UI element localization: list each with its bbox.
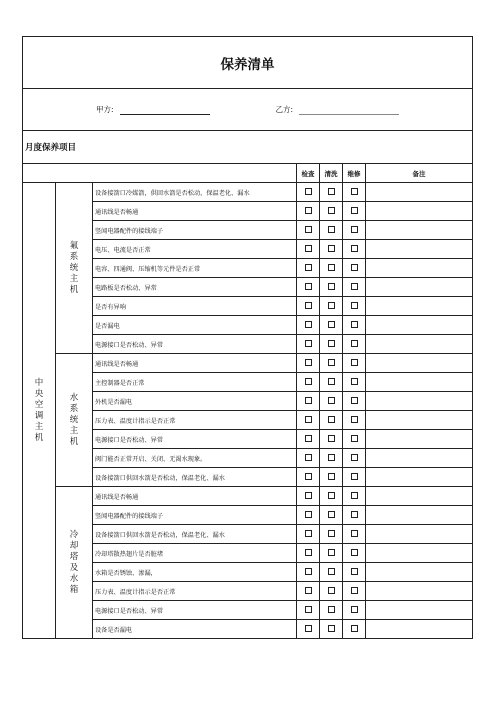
repair-checkbox[interactable] <box>351 492 358 499</box>
remark-cell[interactable] <box>366 221 473 240</box>
item-text: 竖闻电器配件的接线端子 <box>93 221 297 240</box>
clean-cell <box>320 544 343 563</box>
page-title: 保养清单 <box>23 37 473 89</box>
repair-checkbox[interactable] <box>351 188 358 195</box>
check-cell <box>297 183 320 202</box>
header-blank <box>23 164 297 183</box>
repair-checkbox[interactable] <box>351 340 358 347</box>
check-checkbox[interactable] <box>305 454 312 461</box>
repair-checkbox[interactable] <box>351 321 358 328</box>
remark-cell[interactable] <box>366 468 473 487</box>
repair-cell <box>343 430 366 449</box>
check-checkbox[interactable] <box>305 283 312 290</box>
clean-cell <box>320 297 343 316</box>
repair-checkbox[interactable] <box>351 264 358 271</box>
header-clean: 清洗 <box>320 164 343 183</box>
check-cell <box>297 392 320 411</box>
repair-cell <box>343 297 366 316</box>
check-cell <box>297 620 320 639</box>
check-checkbox[interactable] <box>305 435 312 442</box>
check-cell <box>297 430 320 449</box>
check-checkbox[interactable] <box>305 397 312 404</box>
check-cell <box>297 468 320 487</box>
check-cell <box>297 202 320 221</box>
clean-checkbox[interactable] <box>328 606 335 613</box>
item-text: 通讯线是否畅通 <box>93 202 297 221</box>
header-remark: 备注 <box>366 164 473 183</box>
clean-cell <box>320 278 343 297</box>
item-text: 通讯线是否畅通 <box>93 487 297 506</box>
repair-cell <box>343 468 366 487</box>
clean-cell <box>320 411 343 430</box>
remark-cell[interactable] <box>366 259 473 278</box>
check-checkbox[interactable] <box>305 549 312 556</box>
clean-checkbox[interactable] <box>328 454 335 461</box>
clean-checkbox[interactable] <box>328 416 335 423</box>
check-checkbox[interactable] <box>305 378 312 385</box>
item-text: 电源接口是否松动、异常 <box>93 601 297 620</box>
remark-cell[interactable] <box>366 316 473 335</box>
clean-cell <box>320 487 343 506</box>
check-checkbox[interactable] <box>305 416 312 423</box>
item-text: 通讯线是否畅通 <box>93 354 297 373</box>
remark-cell[interactable] <box>366 297 473 316</box>
check-checkbox[interactable] <box>305 606 312 613</box>
check-checkbox[interactable] <box>305 359 312 366</box>
remark-cell[interactable] <box>366 411 473 430</box>
check-cell <box>297 335 320 354</box>
maintenance-sheet <box>22 36 472 639</box>
clean-checkbox[interactable] <box>328 397 335 404</box>
repair-checkbox[interactable] <box>351 397 358 404</box>
clean-cell <box>320 563 343 582</box>
repair-checkbox[interactable] <box>351 606 358 613</box>
item-text: 竖闻电器配件的接线端子 <box>93 506 297 525</box>
repair-checkbox[interactable] <box>351 283 358 290</box>
repair-checkbox[interactable] <box>351 435 358 442</box>
item-text: 设备接箭口供回水箭是否松动，保温老化、漏水 <box>93 468 297 487</box>
clean-cell <box>320 430 343 449</box>
repair-cell <box>343 487 366 506</box>
check-checkbox[interactable] <box>305 264 312 271</box>
item-text: 压力表、温度计指示是否正常 <box>93 582 297 601</box>
check-checkbox[interactable] <box>305 302 312 309</box>
clean-checkbox[interactable] <box>328 283 335 290</box>
repair-checkbox[interactable] <box>351 302 358 309</box>
item-text: 是否漏电 <box>93 316 297 335</box>
item-text: 主控制器是否正常 <box>93 373 297 392</box>
check-checkbox[interactable] <box>305 321 312 328</box>
check-checkbox[interactable] <box>305 625 312 632</box>
clean-checkbox[interactable] <box>328 625 335 632</box>
item-text: 外机是否漏电 <box>93 392 297 411</box>
remark-cell[interactable] <box>366 449 473 468</box>
remark-cell[interactable] <box>366 563 473 582</box>
table-row <box>23 487 473 506</box>
system-name: 中 央 空 调 主 机 <box>23 183 56 639</box>
clean-checkbox[interactable] <box>328 226 335 233</box>
header-repair: 维修 <box>343 164 366 183</box>
party-row <box>23 89 473 131</box>
party-b-field[interactable] <box>299 105 399 115</box>
remark-cell[interactable] <box>366 506 473 525</box>
check-checkbox[interactable] <box>305 207 312 214</box>
group-name: 水 系 统 主 机 <box>56 354 93 487</box>
repair-cell <box>343 620 366 639</box>
repair-cell <box>343 411 366 430</box>
repair-cell <box>343 278 366 297</box>
remark-cell[interactable] <box>366 582 473 601</box>
check-checkbox[interactable] <box>305 245 312 252</box>
item-text: 设备是否漏电 <box>93 620 297 639</box>
clean-cell <box>320 582 343 601</box>
clean-checkbox[interactable] <box>328 549 335 556</box>
repair-cell <box>343 240 366 259</box>
repair-checkbox[interactable] <box>351 226 358 233</box>
repair-checkbox[interactable] <box>351 378 358 385</box>
remark-cell[interactable] <box>366 392 473 411</box>
check-cell <box>297 411 320 430</box>
section-title: 月度保养项目 <box>23 131 473 164</box>
remark-cell[interactable] <box>366 544 473 563</box>
repair-cell <box>343 202 366 221</box>
header-check: 检查 <box>297 164 320 183</box>
table-row <box>23 183 473 202</box>
clean-checkbox[interactable] <box>328 264 335 271</box>
check-cell <box>297 221 320 240</box>
check-cell <box>297 240 320 259</box>
check-cell <box>297 449 320 468</box>
repair-cell <box>343 335 366 354</box>
maintenance-table <box>22 36 473 639</box>
clean-checkbox[interactable] <box>328 302 335 309</box>
check-cell <box>297 373 320 392</box>
repair-checkbox[interactable] <box>351 625 358 632</box>
check-cell <box>297 297 320 316</box>
check-cell <box>297 601 320 620</box>
repair-checkbox[interactable] <box>351 568 358 575</box>
clean-cell <box>320 335 343 354</box>
remark-cell[interactable] <box>366 278 473 297</box>
clean-cell <box>320 316 343 335</box>
repair-cell <box>343 563 366 582</box>
repair-checkbox[interactable] <box>351 245 358 252</box>
clean-checkbox[interactable] <box>328 207 335 214</box>
clean-checkbox[interactable] <box>328 587 335 594</box>
check-cell <box>297 582 320 601</box>
clean-cell <box>320 240 343 259</box>
repair-cell <box>343 582 366 601</box>
repair-checkbox[interactable] <box>351 454 358 461</box>
repair-cell <box>343 316 366 335</box>
party-b-label: 乙方: <box>275 105 294 114</box>
clean-checkbox[interactable] <box>328 321 335 328</box>
item-text: 阀门能否正常开启、关闭、无渴水现象。 <box>93 449 297 468</box>
clean-checkbox[interactable] <box>328 188 335 195</box>
repair-cell <box>343 259 366 278</box>
check-cell <box>297 506 320 525</box>
check-cell <box>297 259 320 278</box>
clean-checkbox[interactable] <box>328 473 335 480</box>
clean-cell <box>320 506 343 525</box>
repair-cell <box>343 183 366 202</box>
item-text: 电路板是否松动、异常 <box>93 278 297 297</box>
check-checkbox[interactable] <box>305 492 312 499</box>
remark-cell[interactable] <box>366 335 473 354</box>
clean-checkbox[interactable] <box>328 492 335 499</box>
repair-checkbox[interactable] <box>351 549 358 556</box>
group-name: 氟 系 统 主 机 <box>56 183 93 354</box>
clean-cell <box>320 221 343 240</box>
party-a-label: 甲方: <box>96 105 114 114</box>
check-checkbox[interactable] <box>305 587 312 594</box>
repair-checkbox[interactable] <box>351 416 358 423</box>
check-cell <box>297 316 320 335</box>
item-text: 电源接口是否松动、异常 <box>93 430 297 449</box>
repair-checkbox[interactable] <box>351 511 358 518</box>
remark-cell[interactable] <box>366 240 473 259</box>
check-cell <box>297 487 320 506</box>
clean-cell <box>320 449 343 468</box>
check-checkbox[interactable] <box>305 568 312 575</box>
check-checkbox[interactable] <box>305 340 312 347</box>
check-checkbox[interactable] <box>305 511 312 518</box>
clean-checkbox[interactable] <box>328 378 335 385</box>
check-cell <box>297 278 320 297</box>
remark-cell[interactable] <box>366 601 473 620</box>
remark-cell[interactable] <box>366 487 473 506</box>
repair-checkbox[interactable] <box>351 587 358 594</box>
clean-checkbox[interactable] <box>328 530 335 537</box>
repair-cell <box>343 525 366 544</box>
item-text: 压力表、温度计指示是否正常 <box>93 411 297 430</box>
check-checkbox[interactable] <box>305 473 312 480</box>
clean-cell <box>320 373 343 392</box>
item-text: 是否有异响 <box>93 297 297 316</box>
party-a-field[interactable] <box>120 105 210 115</box>
repair-checkbox[interactable] <box>351 530 358 537</box>
remark-cell[interactable] <box>366 183 473 202</box>
item-text: 电容、四通阀、压缩机等元件是否正常 <box>93 259 297 278</box>
remark-cell[interactable] <box>366 430 473 449</box>
repair-checkbox[interactable] <box>351 473 358 480</box>
remark-cell[interactable] <box>366 620 473 639</box>
repair-cell <box>343 354 366 373</box>
clean-cell <box>320 392 343 411</box>
item-text: 电压、电流是否正常 <box>93 240 297 259</box>
check-checkbox[interactable] <box>305 188 312 195</box>
repair-cell <box>343 449 366 468</box>
repair-cell <box>343 506 366 525</box>
check-cell <box>297 354 320 373</box>
clean-checkbox[interactable] <box>328 435 335 442</box>
clean-cell <box>320 183 343 202</box>
repair-cell <box>343 544 366 563</box>
check-cell <box>297 563 320 582</box>
clean-cell <box>320 601 343 620</box>
header-row <box>23 164 473 183</box>
repair-checkbox[interactable] <box>351 359 358 366</box>
check-cell <box>297 525 320 544</box>
group-name: 冷 却 塔 及 水 箱 <box>56 487 93 639</box>
clean-cell <box>320 525 343 544</box>
clean-checkbox[interactable] <box>328 340 335 347</box>
table-row <box>23 354 473 373</box>
repair-cell <box>343 601 366 620</box>
clean-checkbox[interactable] <box>328 568 335 575</box>
clean-checkbox[interactable] <box>328 245 335 252</box>
remark-cell[interactable] <box>366 202 473 221</box>
clean-checkbox[interactable] <box>328 511 335 518</box>
check-checkbox[interactable] <box>305 226 312 233</box>
clean-cell <box>320 354 343 373</box>
repair-cell <box>343 373 366 392</box>
check-checkbox[interactable] <box>305 530 312 537</box>
repair-cell <box>343 221 366 240</box>
remark-cell[interactable] <box>366 373 473 392</box>
item-text: 水箱是否锈蚀、渗漏， <box>93 563 297 582</box>
item-text: 设备接箭口冷媒箭，供回水箭是否松动，保温老化、漏水 <box>93 183 297 202</box>
item-text: 设备接箭口供回水箭是否松动，保温老化、漏水 <box>93 525 297 544</box>
remark-cell[interactable] <box>366 525 473 544</box>
clean-cell <box>320 620 343 639</box>
clean-cell <box>320 259 343 278</box>
clean-cell <box>320 202 343 221</box>
remark-cell[interactable] <box>366 354 473 373</box>
check-cell <box>297 544 320 563</box>
clean-cell <box>320 468 343 487</box>
item-text: 电源接口是否松动、异常 <box>93 335 297 354</box>
clean-checkbox[interactable] <box>328 359 335 366</box>
repair-cell <box>343 392 366 411</box>
item-text: 冷却塔散热翅片是否脏堵 <box>93 544 297 563</box>
repair-checkbox[interactable] <box>351 207 358 214</box>
